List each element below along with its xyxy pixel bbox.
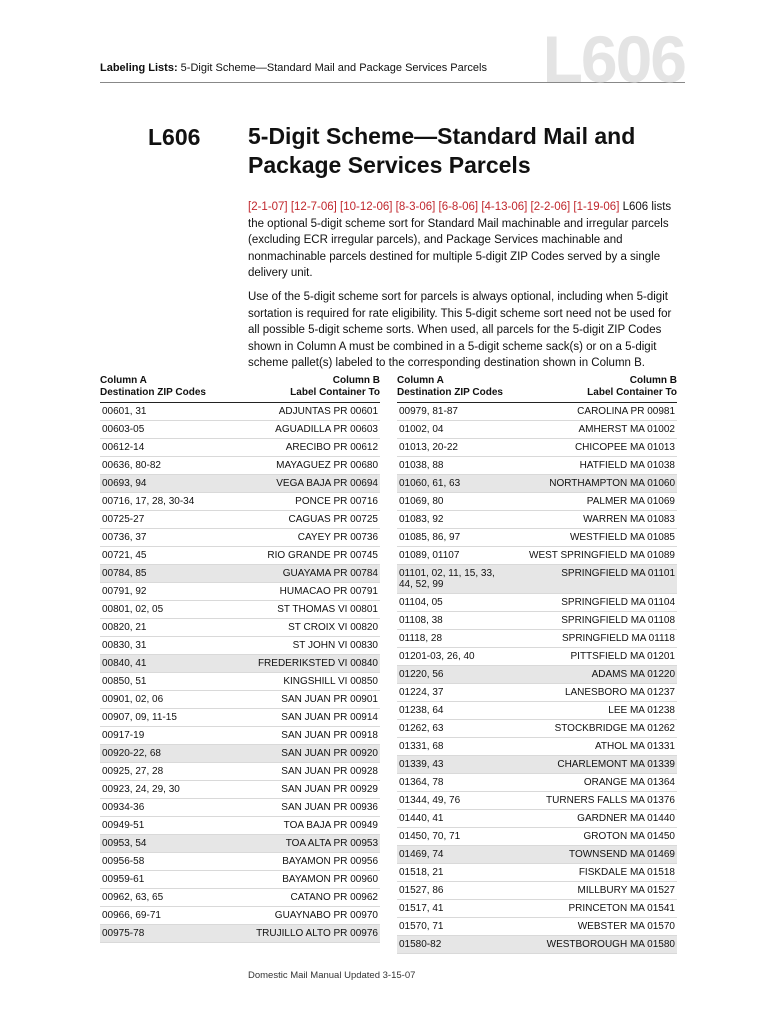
label-container-to: CATANO PR 00962 [290, 892, 378, 903]
label-container-to: SAN JUAN PR 00936 [281, 802, 378, 813]
destination-zip-codes: 00612-14 [102, 442, 145, 453]
label-container-to: HUMACAO PR 00791 [279, 586, 378, 597]
revision-references: [2-1-07] [12-7-06] [10-12-06] [8-3-06] [6-8-06] [4-13-06] [2-2-06] [1-19-06] [248, 201, 620, 213]
table-row [100, 907, 380, 925]
label-container-to: ADJUNTAS PR 00601 [278, 406, 378, 417]
destination-zip-codes: 00975-78 [102, 928, 145, 939]
label-container-to: ARECIBO PR 00612 [285, 442, 378, 453]
label-container-to: GROTON MA 01450 [583, 831, 675, 842]
destination-zip-codes: 01002, 04 [399, 424, 444, 435]
table-row [100, 565, 380, 583]
label-container-to: BAYAMON PR 00956 [282, 856, 378, 867]
table-row [397, 493, 677, 511]
table-row [100, 583, 380, 601]
header-label-rest: 5-Digit Scheme—Standard Mail and Package Services Parcels [177, 62, 487, 74]
destination-zip-codes: 00907, 09, 11-15 [102, 712, 177, 723]
table-row [397, 475, 677, 493]
label-container-to: TRUJILLO ALTO PR 00976 [256, 928, 378, 939]
label-container-to: CAROLINA PR 00981 [577, 406, 675, 417]
destination-zip-codes: 00979, 81-87 [399, 406, 458, 417]
destination-zip-codes: 01331, 68 [399, 741, 444, 752]
label-container-to: TURNERS FALLS MA 01376 [546, 795, 675, 806]
label-container-to: PALMER MA 01069 [586, 496, 675, 507]
destination-zip-codes: 00840, 41 [102, 658, 147, 669]
table-row [397, 612, 677, 630]
table-row [397, 936, 677, 954]
label-container-to: PITTSFIELD MA 01201 [570, 651, 675, 662]
destination-zip-codes: 01518, 21 [399, 867, 444, 878]
table-row [397, 630, 677, 648]
table-row [100, 925, 380, 943]
destination-zip-codes: 00784, 85 [102, 568, 147, 579]
destination-zip-codes: 00966, 69-71 [102, 910, 161, 921]
table-row [397, 738, 677, 756]
destination-zip-codes: 00791, 92 [102, 586, 147, 597]
label-container-to: TOA ALTA PR 00953 [285, 838, 378, 849]
destination-zip-codes: 01580-82 [399, 939, 442, 950]
destination-zip-codes: 01570, 71 [399, 921, 444, 932]
table-row [397, 810, 677, 828]
table-row [397, 439, 677, 457]
label-container-to: CHARLEMONT MA 01339 [557, 759, 675, 770]
table-row [100, 547, 380, 565]
destination-zip-codes: 01201-03, 26, 40 [399, 651, 475, 662]
label-container-to: ST CROIX VI 00820 [288, 622, 378, 633]
table-row [397, 666, 677, 684]
table-row [100, 493, 380, 511]
destination-zip-codes: 01224, 37 [399, 687, 444, 698]
table-row [397, 648, 677, 666]
label-container-to: PONCE PR 00716 [295, 496, 378, 507]
page-footer: Domestic Mail Manual Updated 3-15-07 [248, 970, 416, 981]
label-container-to: TOA BAJA PR 00949 [283, 820, 378, 831]
table-row [100, 871, 380, 889]
destination-zip-codes: 00725-27 [102, 514, 145, 525]
label-container-to: SPRINGFIELD MA 01118 [561, 633, 675, 644]
destination-zip-codes: 00923, 24, 29, 30 [102, 784, 180, 795]
destination-zip-codes: 01220, 56 [399, 669, 444, 680]
label-container-to: ST THOMAS VI 00801 [277, 604, 378, 615]
column-a-header: Column A Destination ZIP Codes [100, 375, 206, 398]
destination-zip-codes: 01085, 86, 97 [399, 532, 461, 543]
column-b-header: Column B Label Container To [587, 375, 677, 398]
label-container-to: GUAYNABO PR 00970 [274, 910, 378, 921]
section-watermark: L606 [542, 22, 685, 96]
table-row [397, 403, 677, 421]
label-container-to: CAYEY PR 00736 [297, 532, 378, 543]
destination-zip-codes: 00693, 94 [102, 478, 147, 489]
label-container-to: SAN JUAN PR 00929 [281, 784, 378, 795]
table-row [397, 565, 677, 594]
table-row [100, 781, 380, 799]
label-container-to: KINGSHILL VI 00850 [283, 676, 378, 687]
label-container-to: ATHOL MA 01331 [594, 741, 675, 752]
destination-zip-codes: 01469, 74 [399, 849, 444, 860]
label-container-to: ST JOHN VI 00830 [292, 640, 378, 651]
label-container-to: PRINCETON MA 01541 [568, 903, 675, 914]
table-row [100, 421, 380, 439]
table-row [397, 457, 677, 475]
destination-zip-codes: 01069, 80 [399, 496, 444, 507]
table-row [397, 774, 677, 792]
destination-zip-codes: 01101, 02, 11, 15, 33, 44, 52, 99 [399, 568, 495, 590]
destination-zip-codes: 01517, 41 [399, 903, 444, 914]
table-row [397, 900, 677, 918]
destination-zip-codes: 00603-05 [102, 424, 145, 435]
destination-zip-codes: 00636, 80-82 [102, 460, 161, 471]
label-container-to: FISKDALE MA 01518 [578, 867, 675, 878]
table-row [100, 601, 380, 619]
table-row [100, 475, 380, 493]
destination-zip-codes: 01118, 28 [399, 633, 443, 644]
destination-zip-codes: 01104, 05 [399, 597, 443, 608]
table-row [100, 763, 380, 781]
column-b-header: Column B Label Container To [290, 375, 380, 398]
label-container-to: NORTHAMPTON MA 01060 [549, 478, 675, 489]
table-row [100, 655, 380, 673]
destination-zip-codes: 01108, 38 [399, 615, 443, 626]
section-title: 5-Digit Scheme—Standard Mail and Package Services Parcels [248, 123, 636, 178]
label-container-to: FREDERIKSTED VI 00840 [257, 658, 378, 669]
table-row [100, 511, 380, 529]
destination-zip-codes: 01083, 92 [399, 514, 444, 525]
destination-zip-codes: 00901, 02, 06 [102, 694, 164, 705]
table-header [100, 375, 380, 403]
table-row [100, 853, 380, 871]
table-row [100, 691, 380, 709]
destination-zip-codes: 01527, 86 [399, 885, 444, 896]
label-container-to: WESTBOROUGH MA 01580 [546, 939, 675, 950]
destination-zip-codes: 00801, 02, 05 [102, 604, 164, 615]
running-header [100, 22, 685, 96]
destination-zip-codes: 01364, 78 [399, 777, 444, 788]
label-container-to: SAN JUAN PR 00928 [281, 766, 378, 777]
table-row [397, 720, 677, 738]
destination-zip-codes: 00721, 45 [102, 550, 147, 561]
table-row [397, 918, 677, 936]
destination-zip-codes: 01038, 88 [399, 460, 444, 471]
destination-zip-codes: 01344, 49, 76 [399, 795, 461, 806]
destination-zip-codes: 00736, 37 [102, 532, 147, 543]
label-container-to: WEBSTER MA 01570 [577, 921, 675, 932]
table-row [100, 637, 380, 655]
table-row [100, 835, 380, 853]
destination-zip-codes: 00925, 27, 28 [102, 766, 164, 777]
table-row [100, 709, 380, 727]
running-header-text [100, 62, 487, 74]
table-row [100, 619, 380, 637]
header-label-bold: Labeling Lists: [100, 62, 178, 74]
label-container-to: SPRINGFIELD MA 01104 [561, 597, 675, 608]
table-row [397, 594, 677, 612]
intro-text: L606 lists the optional 5-digit scheme sort for Standard Mail machinable and irregular parcels (excluding ECR irregular parcels), and Package Services machinable and nonmachinable parcels destined for multiple 5-digit ZIP Codes served by a single delivery unit. [248, 201, 672, 279]
destination-zip-codes: 00962, 63, 65 [102, 892, 164, 903]
destination-zip-codes: 01450, 70, 71 [399, 831, 461, 842]
table-row [397, 547, 677, 565]
label-container-to: LANESBORO MA 01237 [564, 687, 675, 698]
column-a-header: Column A Destination ZIP Codes [397, 375, 503, 398]
usage-paragraph: Use of the 5-digit scheme sort for parcels is always optional, including when 5-digit sortation is required for rate eligibility. This 5-digit scheme sort need not be used for all possible 5-digit scheme sorts. When used, all parcels for the 5-digit ZIP Codes shown in Column A must be combined in a 5-digit scheme sack(s) or on a 5-digit scheme pallet(s) labeled to the corresponding destination shown in Column B. [248, 291, 672, 369]
table-row [100, 745, 380, 763]
destination-zip-codes: 00601, 31 [102, 406, 147, 417]
destination-zip-codes: 00820, 21 [102, 622, 147, 633]
table-row [100, 889, 380, 907]
table-row [397, 864, 677, 882]
label-container-to: STOCKBRIDGE MA 01262 [554, 723, 675, 734]
label-container-to: MAYAGUEZ PR 00680 [276, 460, 378, 471]
destination-zip-codes: 00716, 17, 28, 30-34 [102, 496, 195, 507]
table-row [100, 529, 380, 547]
label-container-to: AGUADILLA PR 00603 [275, 424, 378, 435]
table-row [397, 529, 677, 547]
label-container-to: MILLBURY MA 01527 [577, 885, 675, 896]
destination-zip-codes: 01440, 41 [399, 813, 444, 824]
label-container-to: SAN JUAN PR 00920 [281, 748, 378, 759]
label-container-to: SAN JUAN PR 00918 [281, 730, 378, 741]
table-row [100, 673, 380, 691]
label-container-to: GARDNER MA 01440 [577, 813, 675, 824]
label-container-to: BAYAMON PR 00960 [282, 874, 378, 885]
label-container-to: LEE MA 01238 [608, 705, 675, 716]
destination-zip-codes: 01060, 61, 63 [399, 478, 461, 489]
destination-zip-codes: 00830, 31 [102, 640, 147, 651]
label-container-to: VEGA BAJA PR 00694 [276, 478, 378, 489]
table-row [100, 799, 380, 817]
destination-zip-codes: 00953, 54 [102, 838, 147, 849]
label-container-to: WARREN MA 01083 [583, 514, 675, 525]
destination-zip-codes: 00959-61 [102, 874, 145, 885]
zip-table-right [397, 375, 677, 954]
table-row [397, 792, 677, 810]
table-row [397, 421, 677, 439]
label-container-to: TOWNSEND MA 01469 [569, 849, 675, 860]
table-row [397, 511, 677, 529]
label-container-to: SPRINGFIELD MA 01101 [561, 568, 675, 579]
intro-paragraph [248, 199, 683, 282]
label-container-to: WEST SPRINGFIELD MA 01089 [529, 550, 675, 561]
table-row [100, 727, 380, 745]
label-container-to: SAN JUAN PR 00914 [281, 712, 378, 723]
label-container-to: CHICOPEE MA 01013 [574, 442, 675, 453]
table-row [100, 817, 380, 835]
table-row [397, 756, 677, 774]
destination-zip-codes: 01089, 01107 [399, 550, 460, 561]
zip-table-left [100, 375, 380, 943]
table-row [397, 684, 677, 702]
label-container-to: ADAMS MA 01220 [591, 669, 675, 680]
table-row [397, 828, 677, 846]
label-container-to: ORANGE MA 01364 [583, 777, 675, 788]
destination-zip-codes: 01238, 64 [399, 705, 444, 716]
table-row [397, 882, 677, 900]
label-container-to: CAGUAS PR 00725 [288, 514, 378, 525]
label-container-to: AMHERST MA 01002 [578, 424, 675, 435]
destination-zip-codes: 00917-19 [102, 730, 145, 741]
table-row [100, 457, 380, 475]
table-row [397, 702, 677, 720]
table-row [100, 439, 380, 457]
table-header [397, 375, 677, 403]
destination-zip-codes: 00949-51 [102, 820, 145, 831]
destination-zip-codes: 01262, 63 [399, 723, 444, 734]
label-container-to: SPRINGFIELD MA 01108 [561, 615, 675, 626]
destination-zip-codes: 01013, 20-22 [399, 442, 458, 453]
destination-zip-codes: 00920-22, 68 [102, 748, 161, 759]
label-container-to: WESTFIELD MA 01085 [569, 532, 675, 543]
label-container-to: RIO GRANDE PR 00745 [267, 550, 378, 561]
table-row [100, 403, 380, 421]
destination-zip-codes: 00956-58 [102, 856, 145, 867]
destination-zip-codes: 00934-36 [102, 802, 145, 813]
label-container-to: SAN JUAN PR 00901 [281, 694, 378, 705]
section-id: L606 [148, 124, 201, 150]
label-container-to: HATFIELD MA 01038 [579, 460, 675, 471]
destination-zip-codes: 00850, 51 [102, 676, 147, 687]
table-row [397, 846, 677, 864]
label-container-to: GUAYAMA PR 00784 [282, 568, 378, 579]
destination-zip-codes: 01339, 43 [399, 759, 444, 770]
